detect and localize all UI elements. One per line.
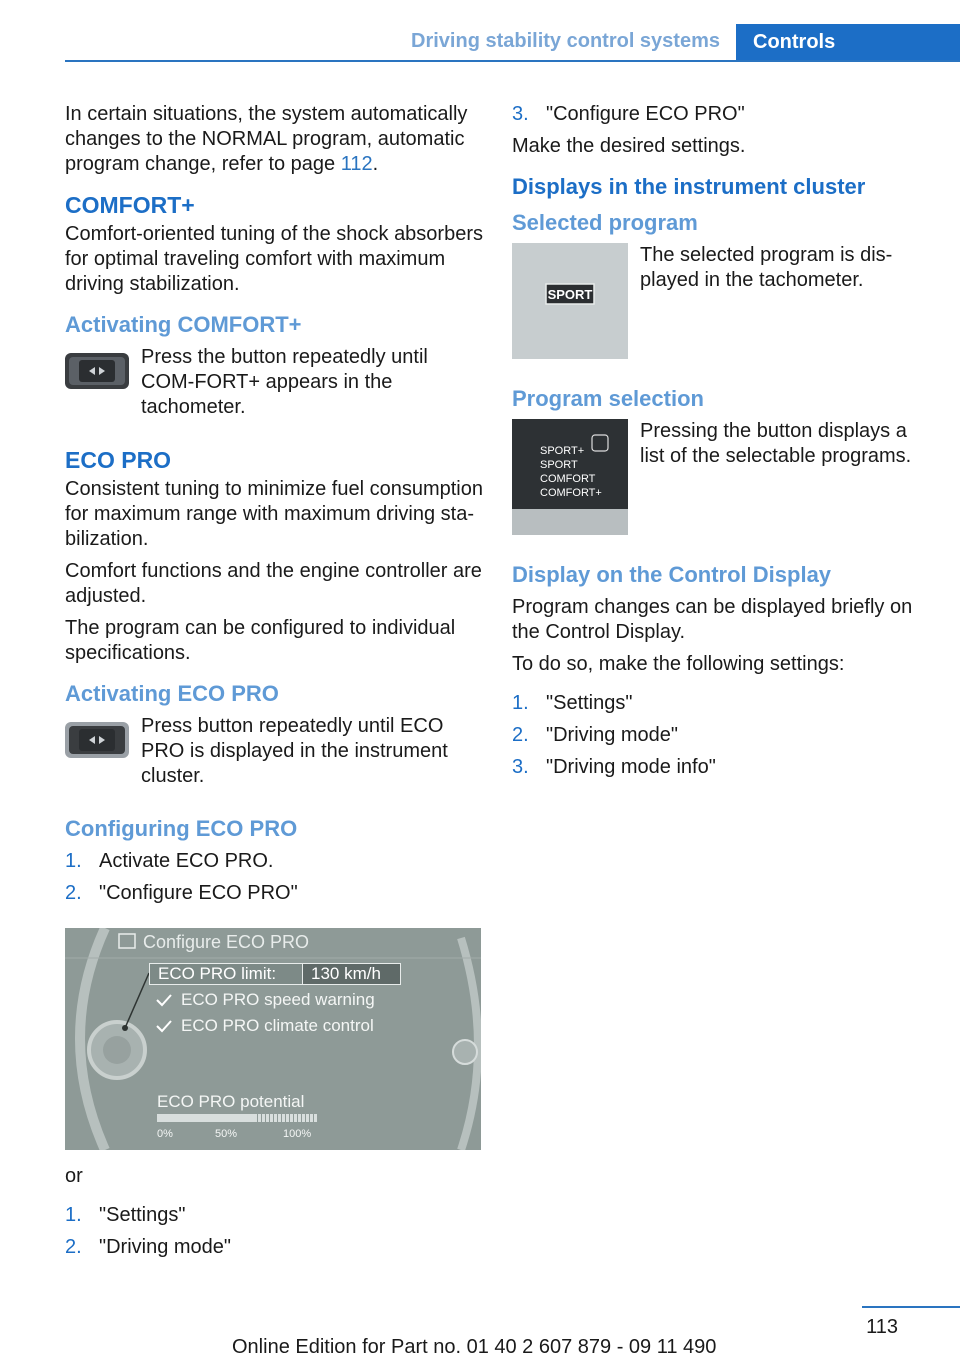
limit-value: 130 km/h	[302, 964, 400, 984]
list-item	[65, 1235, 483, 1260]
step-number: 2.	[512, 724, 529, 746]
selected-program-figure	[512, 243, 932, 359]
potential-label: ECO PRO potential	[157, 1092, 305, 1111]
header-section-title: Driving stability control systems	[411, 30, 720, 52]
cd-text-1: Program changes can be displayed briefly on the Control Display.	[512, 596, 913, 643]
speed-warning-row: ECO PRO speed warning	[181, 990, 375, 1009]
list-item	[512, 723, 932, 748]
step-number: 2.	[65, 1236, 82, 1258]
left-column	[65, 102, 483, 1267]
limit-label: ECO PRO limit:	[158, 964, 277, 983]
configure-step-3	[512, 102, 932, 127]
right-column	[512, 102, 932, 787]
step-text: "Driving mode info"	[546, 756, 716, 778]
or-steps	[65, 1203, 483, 1260]
program-selection-figure	[512, 419, 932, 535]
tick-100: 100%	[283, 1128, 312, 1140]
activating-eco-figure	[65, 714, 483, 789]
driving-mode-switch-icon	[65, 351, 129, 391]
step-text: "Driving mode"	[99, 1236, 232, 1258]
selected-program-text: The selected program is dis-played in the tachometer.	[640, 244, 893, 291]
program-list-image	[512, 419, 628, 535]
or-text: or	[65, 1165, 83, 1187]
list-item	[512, 691, 932, 716]
step-text: "Configure ECO PRO"	[546, 103, 745, 125]
program-sport-plus: SPORT+	[540, 445, 585, 457]
header-chapter-tab: Controls	[736, 24, 960, 62]
cd-steps	[512, 691, 932, 780]
step-text: "Driving mode"	[546, 724, 679, 746]
make-settings-text: Make the desired settings.	[512, 135, 746, 157]
list-item	[65, 1203, 483, 1228]
header-rule	[65, 60, 960, 62]
displays-heading: Displays in the instrument cluster	[512, 174, 866, 199]
configuring-eco-heading: Configuring ECO PRO	[65, 816, 298, 841]
step-number: 3.	[512, 103, 529, 125]
climate-control-row: ECO PRO climate control	[181, 1016, 374, 1035]
list-item	[65, 881, 483, 906]
footer-rule	[862, 1306, 960, 1308]
driving-mode-switch-icon	[65, 720, 129, 760]
sport-indicator-image	[512, 243, 628, 359]
sport-label: SPORT	[547, 287, 593, 302]
activating-eco-heading: Activating ECO PRO	[65, 681, 279, 706]
program-selection-text: Pressing the button displays a list of the selectable programs.	[640, 420, 912, 467]
control-display-screenshot	[65, 928, 481, 1150]
activating-comfort-text: Press the button repeatedly until COM-FORT+ appears in the tachometer.	[141, 346, 428, 418]
step-number: 1.	[65, 1204, 82, 1226]
cd-text-2: To do so, make the following settings:	[512, 653, 845, 675]
program-selection-heading: Program selection	[512, 386, 704, 411]
configuring-steps	[65, 849, 483, 906]
tick-0: 0%	[157, 1128, 173, 1140]
eco-text-2: Comfort functions and the engine controller are adjusted.	[65, 560, 482, 607]
eco-text-1: Consistent tuning to minimize fuel consumption for maximum range with maximum driving sta-bilization.	[65, 478, 483, 550]
step-text: "Configure ECO PRO"	[99, 882, 298, 904]
screen-title: Configure ECO PRO	[143, 932, 310, 952]
tick-50: 50%	[215, 1128, 238, 1140]
eco-pro-heading: ECO PRO	[65, 447, 172, 473]
step-text: Activate ECO PRO.	[99, 850, 274, 872]
intro-text: In certain situations, the system automatically changes to the NORMAL program, automatic program change, refer to page	[65, 103, 468, 175]
step-text: "Settings"	[546, 692, 633, 714]
comfort-heading: COMFORT+	[65, 192, 195, 218]
page-link[interactable]: 112	[340, 153, 373, 175]
list-item	[512, 755, 932, 780]
comfort-text: Comfort-oriented tuning of the shock absorbers for optimal traveling comfort with maximum driving stabilization.	[65, 223, 483, 295]
step-number: 1.	[512, 692, 529, 714]
page-number: 113	[866, 1316, 898, 1338]
step-number: 3.	[512, 756, 529, 778]
eco-text-3: The program can be configured to individual specifications.	[65, 617, 456, 664]
eco-limit-row	[149, 963, 401, 985]
step-number: 2.	[65, 882, 82, 904]
activating-eco-text: Press button repeatedly until ECO PRO is displayed in the instrument cluster.	[141, 715, 448, 787]
list-item	[512, 102, 932, 127]
intro-paragraph	[65, 102, 483, 177]
activating-comfort-figure	[65, 345, 483, 420]
program-sport: SPORT	[540, 459, 578, 471]
activating-comfort-heading: Activating COMFORT+	[65, 312, 302, 337]
selected-program-heading: Selected program	[512, 210, 698, 235]
step-text: "Settings"	[99, 1204, 186, 1226]
potential-bar	[157, 1114, 317, 1122]
program-comfort: COMFORT	[540, 473, 596, 485]
intro-end: .	[372, 153, 379, 175]
online-edition-text: Online Edition for Part no. 01 40 2 607 879 - 09 11 490	[232, 1336, 717, 1358]
list-item	[65, 849, 483, 874]
program-comfort-plus: COMFORT+	[540, 487, 602, 499]
control-display-heading: Display on the Control Display	[512, 562, 832, 587]
step-number: 1.	[65, 850, 82, 872]
